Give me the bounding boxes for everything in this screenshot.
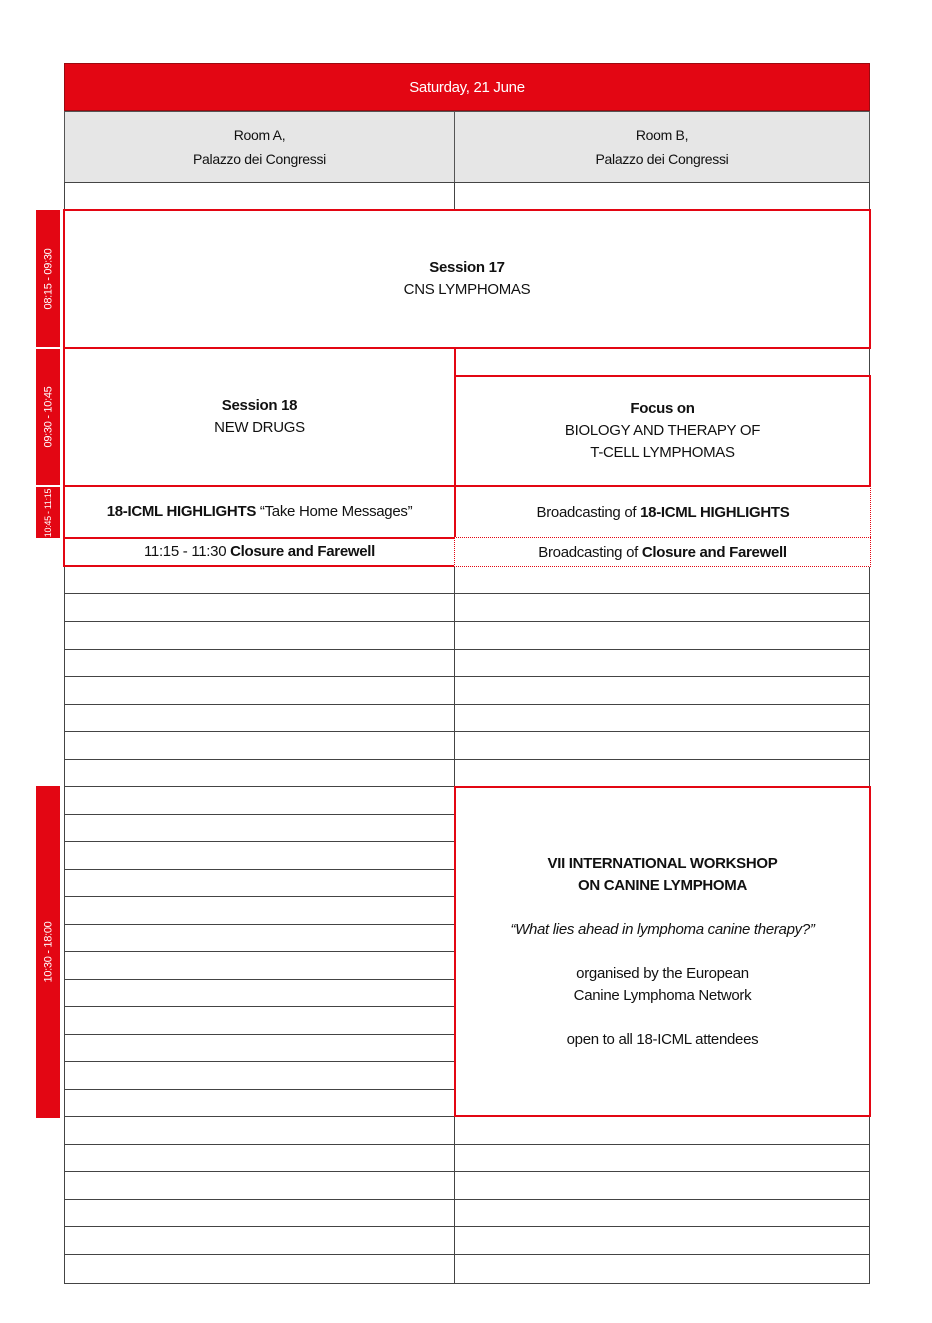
row-line [64,869,455,870]
row-line [64,1061,455,1062]
broadcast-2-bold: Closure and Farewell [641,543,787,561]
closure-block [63,537,456,567]
row-line [64,841,455,842]
row-line [64,621,870,622]
room-a-venue: Palazzo dei Congressi [193,151,326,167]
highlights-block [63,485,456,539]
workshop-block [454,786,871,1117]
row-line [64,704,870,705]
row-line [64,731,870,732]
workshop-quote: “What lies ahead in lymphoma canine therapy?” [510,920,815,938]
row-line [64,1226,870,1227]
room-b-venue: Palazzo dei Congressi [595,151,729,167]
row-line [64,1089,455,1090]
row-line [64,676,870,677]
session-17-title: Session 17 [429,259,505,276]
time-tab-label: 10:30 - 18:00 [42,921,54,983]
focus-line-2: T-CELL LYMPHOMAS [590,444,735,461]
session-17-block [63,209,871,349]
broadcast-closure-block [454,537,871,567]
closure-time: 11:15 - 11:30 [143,543,231,560]
date-title: Saturday, 21 June [409,78,525,96]
focus-line-1: BIOLOGY AND THERAPY OF [564,422,761,439]
row-line [64,951,455,952]
row-line [64,979,455,980]
row-line [64,1144,870,1145]
room-a-header [64,111,455,183]
row-line [64,1034,455,1035]
workshop-title-2: ON CANINE LYMPHOMA [577,876,748,894]
room-b-name: Room B, [635,127,689,143]
time-tab-1030 [36,786,60,1118]
time-tab-1045 [36,487,60,538]
row-line [64,1254,870,1255]
closure-bold: Closure and Farewell [230,543,376,560]
broadcast-2-prefix: Broadcasting of [538,543,642,561]
room-a-name: Room A, [233,127,286,143]
room-b-header [454,111,870,183]
workshop-org-1: organised by the European [576,964,749,982]
workshop-org-2: Canine Lymphoma Network [573,986,752,1004]
time-tab-0815 [36,210,60,347]
focus-on-block [454,375,871,487]
row-line [64,1171,870,1172]
workshop-open: open to all 18-ICML attendees [566,1030,759,1048]
row-line [64,896,455,897]
row-line [64,649,870,650]
row-line [64,1199,870,1200]
broadcast-1-bold: 18-ICML HIGHLIGHTS [640,504,790,521]
row-line [64,814,455,815]
session-18-subtitle: NEW DRUGS [214,419,305,436]
highlights-bold: 18-ICML HIGHLIGHTS [106,503,257,520]
row-line [64,759,870,760]
time-tab-label: 09:30 - 10:45 [42,386,54,448]
row-line [64,593,870,594]
broadcast-1-prefix: Broadcasting of [536,504,641,521]
workshop-title-1: VII INTERNATIONAL WORKSHOP [547,854,778,872]
broadcast-highlights-block [454,485,871,539]
time-tab-label: 08:15 - 09:30 [42,248,54,309]
session-18-title: Session 18 [221,397,298,414]
time-tab-label: 10:45 - 11:15 [43,488,54,537]
highlights-rest: “Take Home Messages” [256,503,413,520]
row-line [64,924,455,925]
session-17-subtitle: CNS LYMPHOMAS [403,281,531,298]
time-tab-0930 [36,349,60,485]
session-18-block [63,347,456,487]
focus-title: Focus on [630,400,695,417]
row-line [64,1006,455,1007]
date-header [64,63,870,111]
